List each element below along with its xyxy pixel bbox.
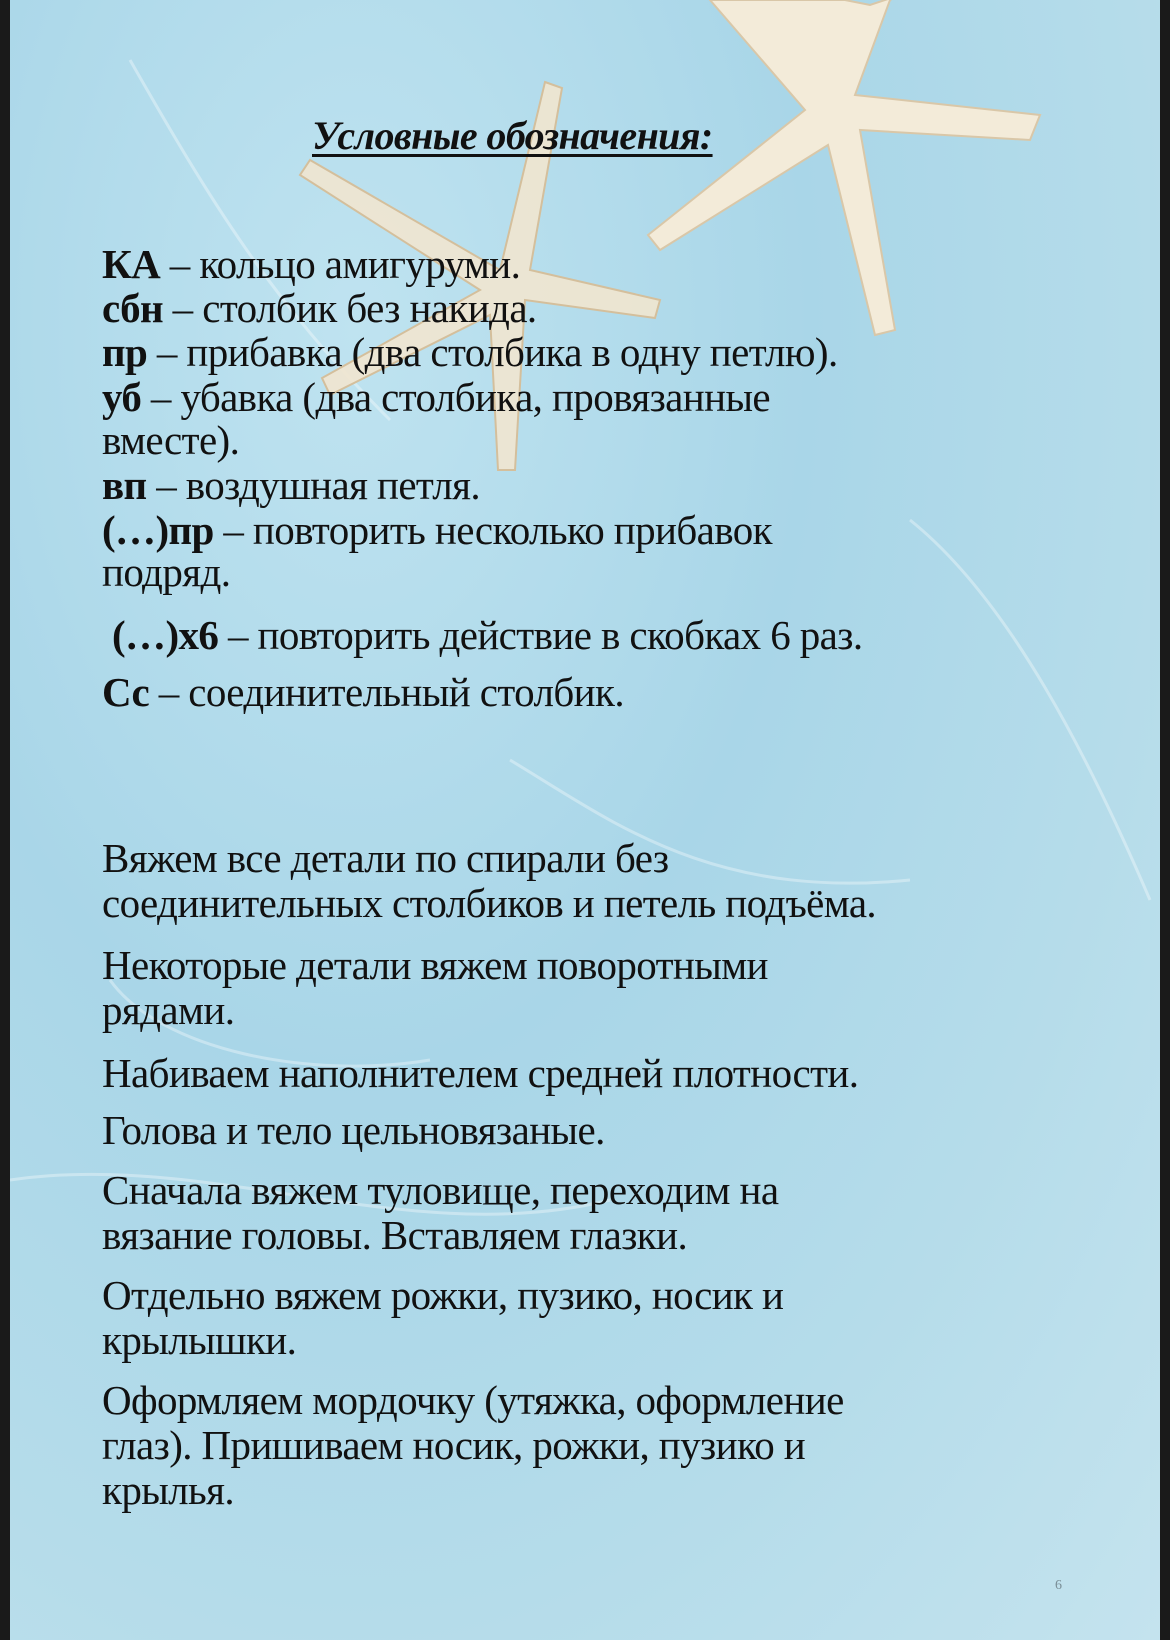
legend-item — [102, 286, 537, 330]
paragraph-line: соединительных столбиков и петель подъёма. — [102, 880, 877, 926]
legend-desc: – воздушная петля. — [146, 462, 480, 508]
legend-desc: вместе). — [102, 417, 240, 463]
legend-desc: – убавка (два столбика, провязанные — [141, 374, 771, 420]
legend-abbr: (…)пр — [102, 507, 214, 553]
paragraph-line: Набиваем наполнителем средней плотности. — [102, 1050, 859, 1096]
legend-item — [102, 375, 770, 419]
paragraph-line: крылья. — [102, 1467, 235, 1513]
page-number: 6 — [1055, 1578, 1062, 1593]
page-title: Условные обозначения: — [312, 113, 713, 158]
legend-desc: – столбик без накида. — [163, 285, 537, 331]
document-page — [10, 0, 1160, 1640]
legend-abbr: Сс — [102, 669, 150, 715]
legend-item — [112, 613, 862, 657]
legend-abbr: пр — [102, 329, 148, 375]
legend-desc: – соединительный столбик. — [149, 669, 624, 715]
legend-desc: – повторить действие в скобках 6 раз. — [218, 612, 863, 658]
legend-item — [102, 418, 239, 462]
legend-abbr: КА — [102, 241, 161, 287]
legend-desc: – прибавка (два столбика в одну петлю). — [147, 329, 838, 375]
legend-abbr: вп — [102, 462, 147, 508]
starfish-right — [648, 0, 1040, 335]
legend-item — [102, 550, 230, 594]
legend-item — [102, 330, 838, 374]
paragraph-line: крылышки. — [102, 1317, 297, 1363]
paragraph-line: Сначала вяжем туловище, переходим на — [102, 1167, 779, 1213]
legend-desc: – кольцо амигуруми. — [160, 241, 521, 287]
legend-item — [102, 508, 772, 552]
legend-abbr: (…)х6 — [112, 612, 219, 658]
paragraph-line: рядами. — [102, 987, 235, 1033]
legend-abbr: уб — [102, 374, 142, 420]
paragraph-line: глаз). Пришиваем носик, рожки, пузико и — [102, 1422, 806, 1468]
paragraph-line: Оформляем мордочку (утяжка, оформление — [102, 1377, 844, 1423]
legend-desc: подряд. — [102, 549, 231, 595]
paragraph-line: вязание головы. Вставляем глазки. — [102, 1212, 688, 1258]
paragraph-line: Голова и тело цельновязаные. — [102, 1107, 605, 1153]
legend-item — [102, 463, 480, 507]
paragraph-line: Некоторые детали вяжем поворотными — [102, 942, 768, 988]
legend-item — [102, 242, 520, 286]
legend-item — [102, 670, 624, 714]
paragraph-line: Вяжем все детали по спирали без — [102, 835, 669, 881]
legend-abbr: сбн — [102, 285, 164, 331]
legend-desc: – повторить несколько прибавок — [213, 507, 772, 553]
paragraph-line: Отдельно вяжем рожки, пузико, носик и — [102, 1272, 784, 1318]
